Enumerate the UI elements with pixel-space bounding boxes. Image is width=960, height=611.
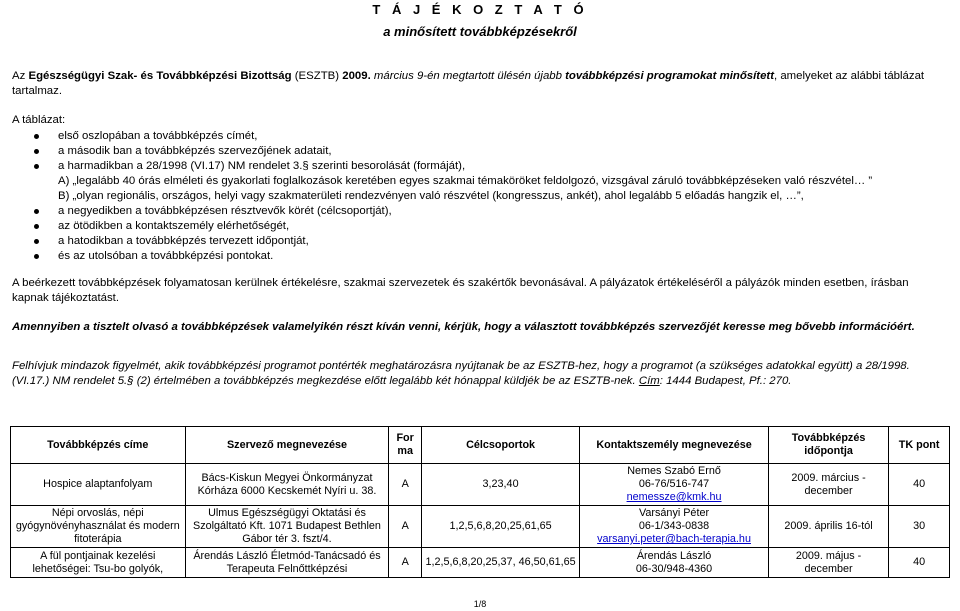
training-table <box>10 426 950 578</box>
list-heading: A táblázat: <box>12 114 66 126</box>
column-header: Továbbképzés időpontja <box>768 427 888 464</box>
bullet-icon <box>34 254 39 259</box>
page-title: T Á J É K O Z T A T Ó <box>372 2 588 17</box>
list-item: az ötödikben a kontaktszemély elérhetőségét, <box>12 219 958 234</box>
column-header: Szervező megnevezése <box>185 427 389 464</box>
cell-points: 40 <box>889 548 950 578</box>
page-number: 1/8 <box>473 599 487 609</box>
bullet-icon <box>34 239 39 244</box>
list-subitem-a: A) „legalább 40 órás elméleti és gyakorlati foglalkozások keretében egyes szakmai témaköröket feldolgozó, vizsgával záruló továbbképzéseken való részvétel… ” <box>58 175 873 187</box>
bullet-icon <box>34 209 39 214</box>
column-header: Továbbképzés címe <box>11 427 186 464</box>
page-subtitle: a minősített továbbképzésekről <box>383 24 577 39</box>
contact-paragraph: Amennyiben a tisztelt olvasó a továbbképzések valamelyikén részt kíván venni, kérjük, hogy a választott továbbképzés szervezőjét keresse meg bővebb információért. <box>12 321 915 333</box>
cell-target: 3,23,40 <box>421 464 579 506</box>
list-subitem-b: B) „olyan regionális, országos, helyi vagy szakmaterületi rendezvényen való részvétel (kongresszus, ankét), ahol legalább 5 előadás hangzik el, …”, <box>58 190 804 202</box>
intro-paragraph <box>12 69 948 99</box>
cell-organizer: Bács-Kiskun Megyei Önkormányzat Kórháza 6000 Kecskemét Nyíri u. 38. <box>185 464 389 506</box>
table-row <box>11 464 950 506</box>
intro-highlight: továbbképzési programokat minősített <box>565 70 775 82</box>
intro-date: március 9-én megtartott ülésén újabb <box>373 70 562 82</box>
intro-year: 2009. <box>342 70 371 82</box>
intro-abbr: (ESZTB) <box>294 70 340 82</box>
address-label: Cím <box>638 375 660 387</box>
cell-contact <box>580 464 769 506</box>
cell-date: 2009. május - december <box>768 548 888 578</box>
cell-date: 2009. március - december <box>768 464 888 506</box>
cell-title: A fül pontjainak kezelési lehetőségei: Tsu-bo golyók, <box>11 548 186 578</box>
list-item: a harmadikban a 28/1998 (VI.17) NM rendelet 3.§ szerinti besorolását (formáját), <box>12 159 958 174</box>
cell-points: 30 <box>889 506 950 548</box>
cell-form: A <box>389 506 422 548</box>
evaluation-paragraph: A beérkezett továbbképzések folyamatosan kerülnek értékelésre, szakmai szervezetek és szakértők bevonásával. A pályázatok értékeléséről a pályázók minden esetben, írásban kapnak tájékoztatást. <box>12 277 909 304</box>
table-row <box>11 506 950 548</box>
list-item: és az utolsóban a továbbképzési pontokat. <box>12 249 958 264</box>
column-header: Kontaktszemély megnevezése <box>580 427 769 464</box>
cell-form: A <box>389 548 422 578</box>
notice-paragraph: Felhívjuk mindazok figyelmét, akik továbbképzési programot pontérték meghatározásra nyújtanak be az ESZTB-hez, hogy a programot (a szükséges adatokkal együtt) a 28/1998. (VI.17.) NM rendelet 5.§ (2) értelmében a továbbképzés megkezdése előtt legalább két hónappal küldjék be az ESZTB-nek. Cím: 1444 Budapest, Pf.: 270. <box>12 360 910 387</box>
column-description-list <box>12 129 958 264</box>
bullet-icon <box>34 149 39 154</box>
cell-date: 2009. április 16-tól <box>768 506 888 548</box>
cell-points: 40 <box>889 464 950 506</box>
table-header-row <box>11 427 950 464</box>
bullet-icon <box>34 224 39 229</box>
contact-name: Varsányi Péter <box>639 507 710 519</box>
list-item: a hatodikban a továbbképzés tervezett időpontját, <box>12 234 958 249</box>
table-row <box>11 548 950 578</box>
intro-tail: , amelyeket az alábbi táblázat tartalmaz. <box>12 70 925 97</box>
column-header: Célcsoportok <box>421 427 579 464</box>
contact-email-link[interactable]: varsanyi.peter@bach-terapia.hu <box>597 533 751 545</box>
cell-contact <box>580 506 769 548</box>
list-item: első oszlopában a továbbképzés címét, <box>12 129 958 144</box>
contact-phone: 06-30/948-4360 <box>635 562 713 575</box>
intro-text: Az <box>12 70 26 82</box>
cell-target: 1,2,5,6,8,20,25,37, 46,50,61,65 <box>421 548 579 578</box>
cell-title: Hospice alaptanfolyam <box>11 464 186 506</box>
column-header: TK pont <box>889 427 950 464</box>
cell-organizer: Árendás László Életmód-Tanácsadó és Terapeuta Felnőttképzési <box>185 548 389 578</box>
cell-contact <box>580 548 769 578</box>
cell-form: A <box>389 464 422 506</box>
bullet-icon <box>34 134 39 139</box>
contact-name: Nemes Szabó Ernő <box>627 465 721 477</box>
cell-target: 1,2,5,6,8,20,25,61,65 <box>421 506 579 548</box>
address-value: : 1444 Budapest, Pf.: 270. <box>659 375 792 387</box>
column-header: Forma <box>389 427 422 464</box>
intro-committee: Egészségügyi Szak- és Továbbképzési Bizottság <box>28 70 292 82</box>
contact-phone: 06-76/516-747 <box>638 478 710 490</box>
contact-phone: 06-1/343-0838 <box>638 520 710 532</box>
contact-email-link[interactable]: nemessze@kmk.hu <box>626 491 722 503</box>
cell-organizer: Ulmus Egészségügyi Oktatási és Szolgáltató Kft. 1071 Budapest Bethlen Gábor tér 3. fszt/4. <box>185 506 389 548</box>
bullet-icon <box>34 164 39 169</box>
cell-title: Népi orvoslás, népi gyógynövényhasználat és modern fitoterápia <box>11 506 186 548</box>
contact-name: Árendás László <box>636 549 712 562</box>
list-item: a negyedikben a továbbképzésen résztvevők körét (célcsoportját), <box>12 204 958 219</box>
list-item: a második ban a továbbképzés szervezőjének adatait, <box>12 144 958 159</box>
